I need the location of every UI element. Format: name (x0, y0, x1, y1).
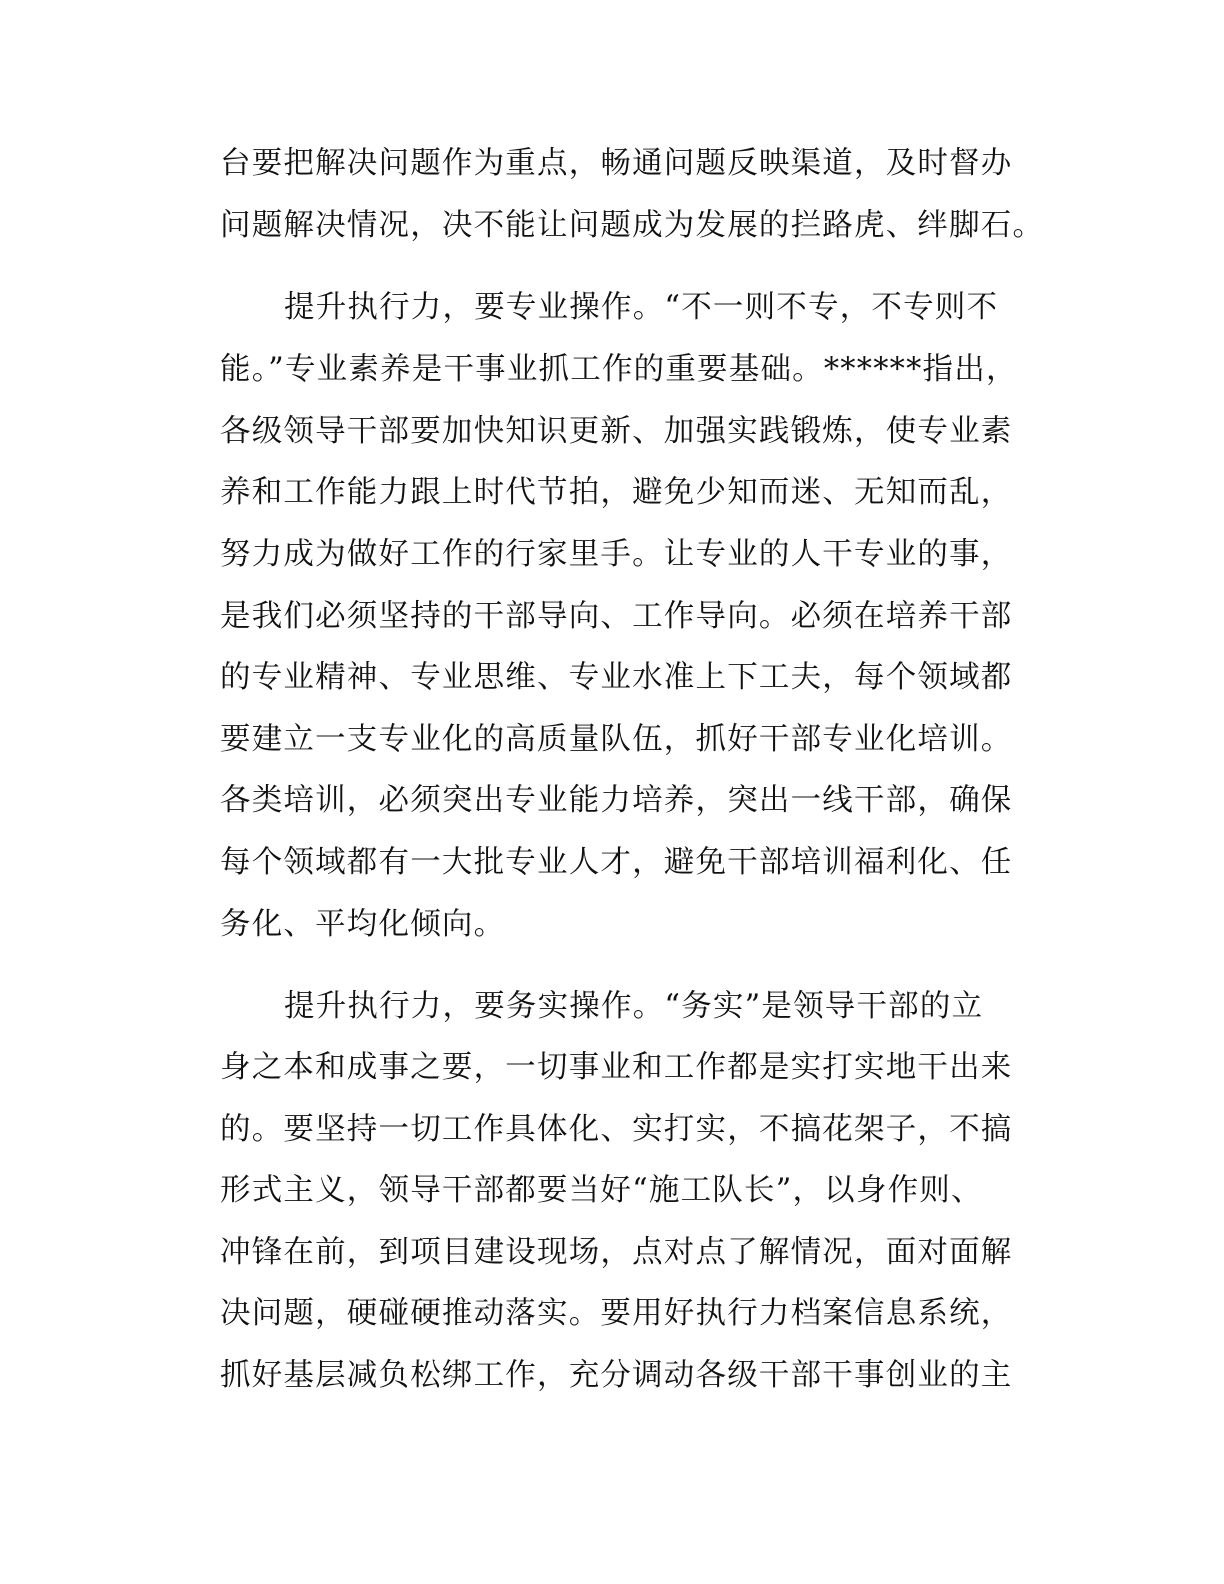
text-line: 冲锋在前，到项目建设现场，点对点了解情况，面对面解 (220, 1235, 1013, 1270)
text-line: 形式主义，领导干部都要当好“施工队长”，以身作则、 (220, 1173, 983, 1208)
text-line: 的。要坚持一切工作具体化、实打实，不搞花架子，不搞 (220, 1112, 1013, 1147)
text-line: 各级领导干部要加快知识更新、加强实践锻炼，使专业素 (220, 414, 1013, 449)
text-line: 的专业精神、专业思维、专业水准上下工夫，每个领域都 (220, 660, 1013, 695)
text-line: 是我们必须坚持的干部导向、工作导向。必须在培养干部 (220, 599, 1013, 634)
text-line: 务化、平均化倾向。 (220, 907, 506, 942)
text-line: 每个领域都有一大批专业人才，避免干部培训福利化、任 (220, 845, 1013, 880)
text-line: 努力成为做好工作的行家里手。让专业的人干专业的事， (220, 537, 1013, 572)
text-line: 各类培训，必须突出专业能力培养，突出一线干部，确保 (220, 783, 1013, 818)
text-line: 问题解决情况，决不能让问题成为发展的拦路虎、绊脚石。 (220, 208, 1045, 243)
text-line: 要建立一支专业化的高质量队伍，抓好干部专业化培训。 (220, 722, 1013, 757)
text-line: 提升执行力，要专业操作。“不一则不专，不专则不 (284, 290, 999, 325)
text-line: 台要把解决问题作为重点，畅通问题反映渠道，及时督办 (220, 146, 1013, 181)
text-line: 决问题，硬碰硬推动落实。要用好执行力档案信息系统， (220, 1296, 1013, 1331)
text-line: 身之本和成事之要，一切事业和工作都是实打实地干出来 (220, 1050, 1013, 1085)
text-line: 抓好基层减负松绑工作，充分调动各级干部干事创业的主 (220, 1358, 1013, 1393)
text-line: 养和工作能力跟上时代节拍，避免少知而迷、无知而乱， (220, 475, 1013, 510)
text-line: 提升执行力，要务实操作。“务实”是领导干部的立 (284, 989, 984, 1024)
text-line: 能。”专业素养是干事业抓工作的重要基础。******指出， (220, 352, 1018, 387)
